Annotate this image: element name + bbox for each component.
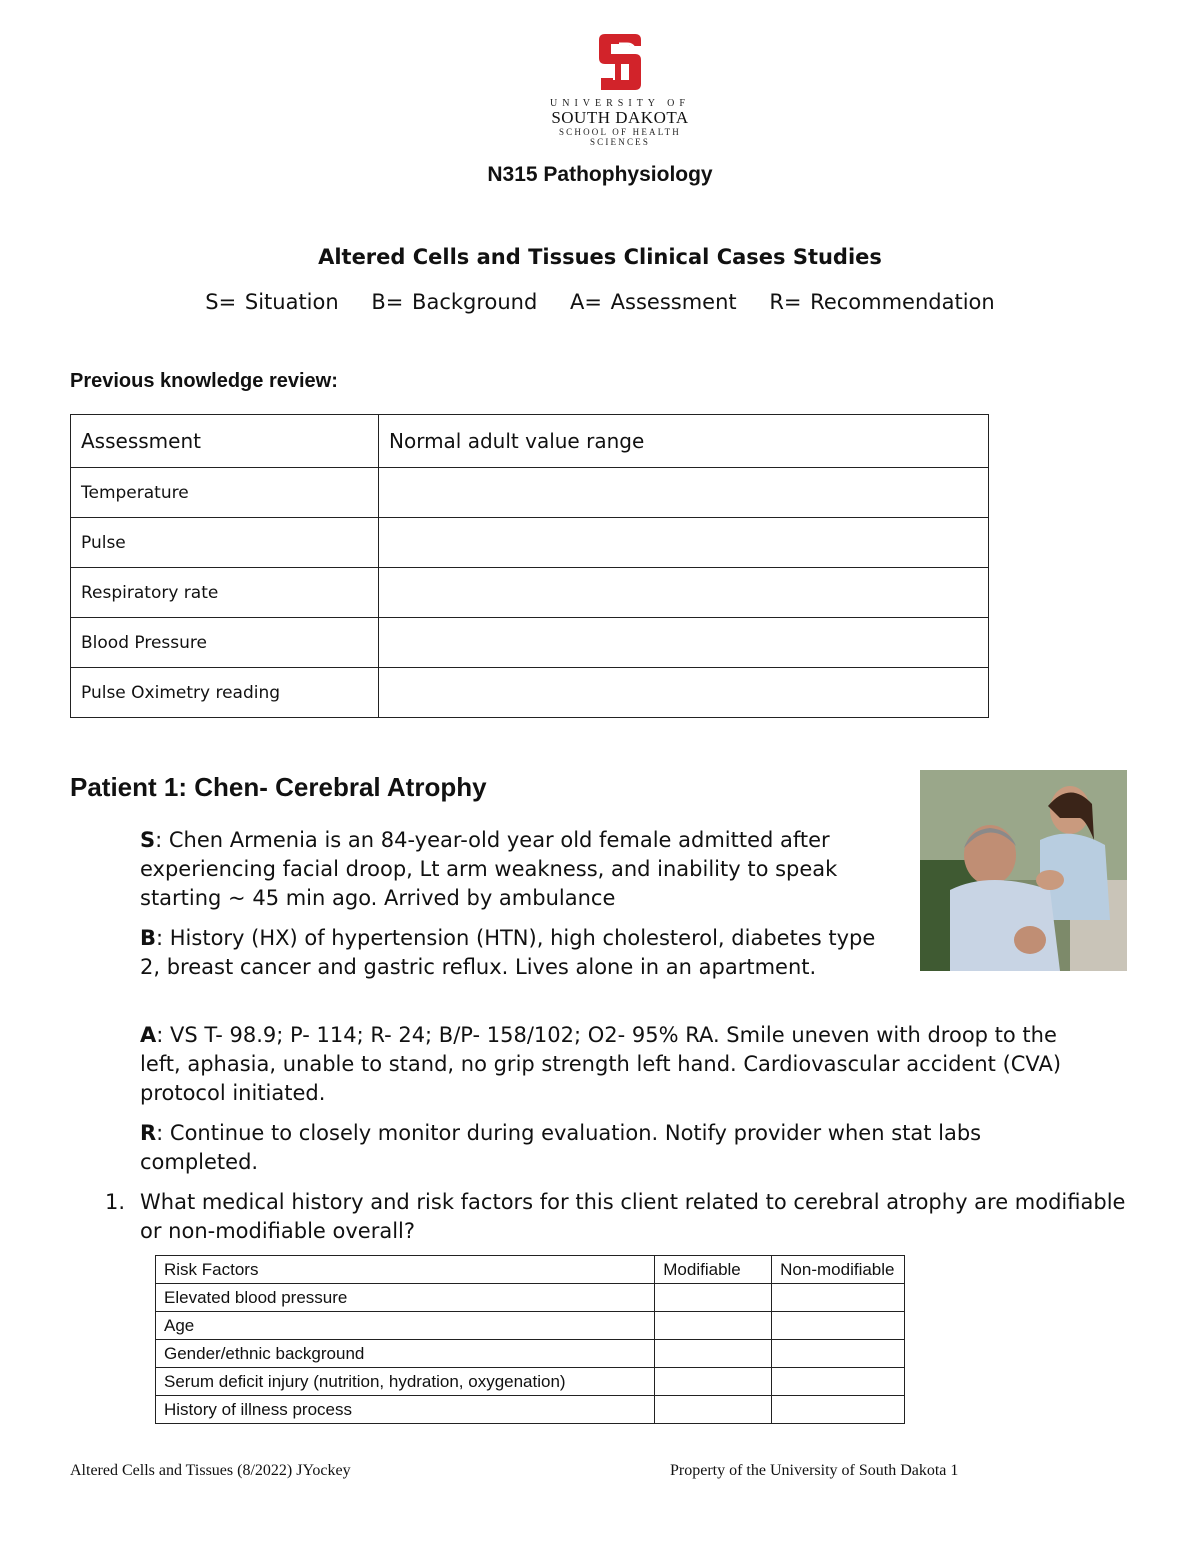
- footer-left: Altered Cells and Tissues (8/2022) JYockey: [70, 1462, 351, 1479]
- table-row: [71, 468, 989, 518]
- row-value-cell[interactable]: [379, 618, 989, 668]
- course-title: N315 Pathophysiology: [487, 163, 713, 186]
- row-value-cell[interactable]: [379, 668, 989, 718]
- non-modifiable-cell[interactable]: [772, 1340, 905, 1368]
- sbar-key-a: A= Assessment: [570, 290, 737, 314]
- non-modifiable-cell[interactable]: [772, 1312, 905, 1340]
- table-row: [156, 1340, 905, 1368]
- background-label: B: [140, 926, 157, 950]
- sbar-background: [140, 924, 900, 982]
- non-modifiable-cell[interactable]: [772, 1396, 905, 1424]
- sd-monogram-icon: [595, 30, 645, 94]
- situation-label: S: [140, 828, 156, 852]
- assessment-label: A: [140, 1023, 157, 1047]
- modifiable-cell[interactable]: [655, 1284, 772, 1312]
- risk-factor-label: History of illness process: [156, 1396, 655, 1424]
- patient-photo-image: [920, 770, 1127, 971]
- sbar-key-s: S= Situation: [205, 290, 339, 314]
- logo-university-line: UNIVERSITY OF: [550, 98, 690, 109]
- row-label: Temperature: [71, 468, 379, 518]
- vitals-table: [70, 414, 989, 718]
- background-text: : History (HX) of hypertension (HTN), high cholesterol, diabetes type 2, breast cancer and gastric reflux. Lives alone in an apartment.: [140, 926, 876, 979]
- patient-1-heading: Patient 1: Chen- Cerebral Atrophy: [70, 772, 487, 802]
- table-row: [156, 1368, 905, 1396]
- table-row: [71, 618, 989, 668]
- modifiable-cell[interactable]: [655, 1368, 772, 1396]
- sbar-situation: [140, 826, 900, 913]
- row-label: Pulse Oximetry reading: [71, 668, 379, 718]
- situation-text: : Chen Armenia is an 84-year-old year old female admitted after experiencing facial droop, Lt arm weakness, and inability to speak starting ~ 45 min ago. Arrived by ambulance: [140, 828, 838, 910]
- patient-photo: [920, 770, 1127, 971]
- row-value-cell[interactable]: [379, 518, 989, 568]
- previous-knowledge-heading: Previous knowledge review:: [70, 370, 338, 392]
- sbar-recommendation: [140, 1119, 1100, 1177]
- risk-factor-label: Age: [156, 1312, 655, 1340]
- table-row: [156, 1396, 905, 1424]
- header-assessment: Assessment: [71, 415, 379, 468]
- question-number: 1.: [105, 1190, 126, 1214]
- table-row: [156, 1284, 905, 1312]
- sbar-key-r: R= Recommendation: [769, 290, 995, 314]
- table-header-row: [71, 415, 989, 468]
- non-modifiable-cell[interactable]: [772, 1284, 905, 1312]
- header-modifiable: Modifiable: [655, 1256, 772, 1284]
- footer-right: Property of the University of South Dakota 1: [670, 1462, 959, 1479]
- row-label: Pulse: [71, 518, 379, 568]
- table-row: [71, 518, 989, 568]
- risk-factors-table: [155, 1255, 905, 1424]
- modifiable-cell[interactable]: [655, 1340, 772, 1368]
- modifiable-cell[interactable]: [655, 1312, 772, 1340]
- risk-factor-label: Serum deficit injury (nutrition, hydration, oxygenation): [156, 1368, 655, 1396]
- recommendation-label: R: [140, 1121, 157, 1145]
- question-text: What medical history and risk factors for this client related to cerebral atrophy are modifiable or non-modifiable overall?: [140, 1190, 1126, 1243]
- sbar-key-b: B= Background: [371, 290, 538, 314]
- modifiable-cell[interactable]: [655, 1396, 772, 1424]
- document-title: Altered Cells and Tissues Clinical Cases Studies: [318, 245, 882, 269]
- row-value-cell[interactable]: [379, 568, 989, 618]
- logo-name-line: SOUTH DAKOTA: [551, 108, 689, 127]
- row-value-cell[interactable]: [379, 468, 989, 518]
- recommendation-text: : Continue to closely monitor during evaluation. Notify provider when stat labs completed.: [140, 1121, 982, 1174]
- risk-factor-label: Gender/ethnic background: [156, 1340, 655, 1368]
- assessment-text: : VS T- 98.9; P- 114; R- 24; B/P- 158/102; O2- 95% RA. Smile uneven with droop to the left, aphasia, unable to stand, no grip strength left hand. Cardiovascular accident (CVA) protocol initiated.: [140, 1023, 1062, 1105]
- logo-school-line: SCHOOL OF HEALTH SCIENCES: [558, 127, 682, 147]
- table-row: [71, 668, 989, 718]
- table-row: [156, 1312, 905, 1340]
- header-normal-range: Normal adult value range: [379, 415, 989, 468]
- row-label: Respiratory rate: [71, 568, 379, 618]
- risk-factor-label: Elevated blood pressure: [156, 1284, 655, 1312]
- sbar-assessment: [140, 1021, 1100, 1108]
- header-non-modifiable: Non-modifiable: [772, 1256, 905, 1284]
- row-label: Blood Pressure: [71, 618, 379, 668]
- table-header-row: [156, 1256, 905, 1284]
- table-row: [71, 568, 989, 618]
- sbar-key: [0, 290, 1200, 314]
- header-risk-factors: Risk Factors: [156, 1256, 655, 1284]
- non-modifiable-cell[interactable]: [772, 1368, 905, 1396]
- university-logo: [540, 30, 700, 145]
